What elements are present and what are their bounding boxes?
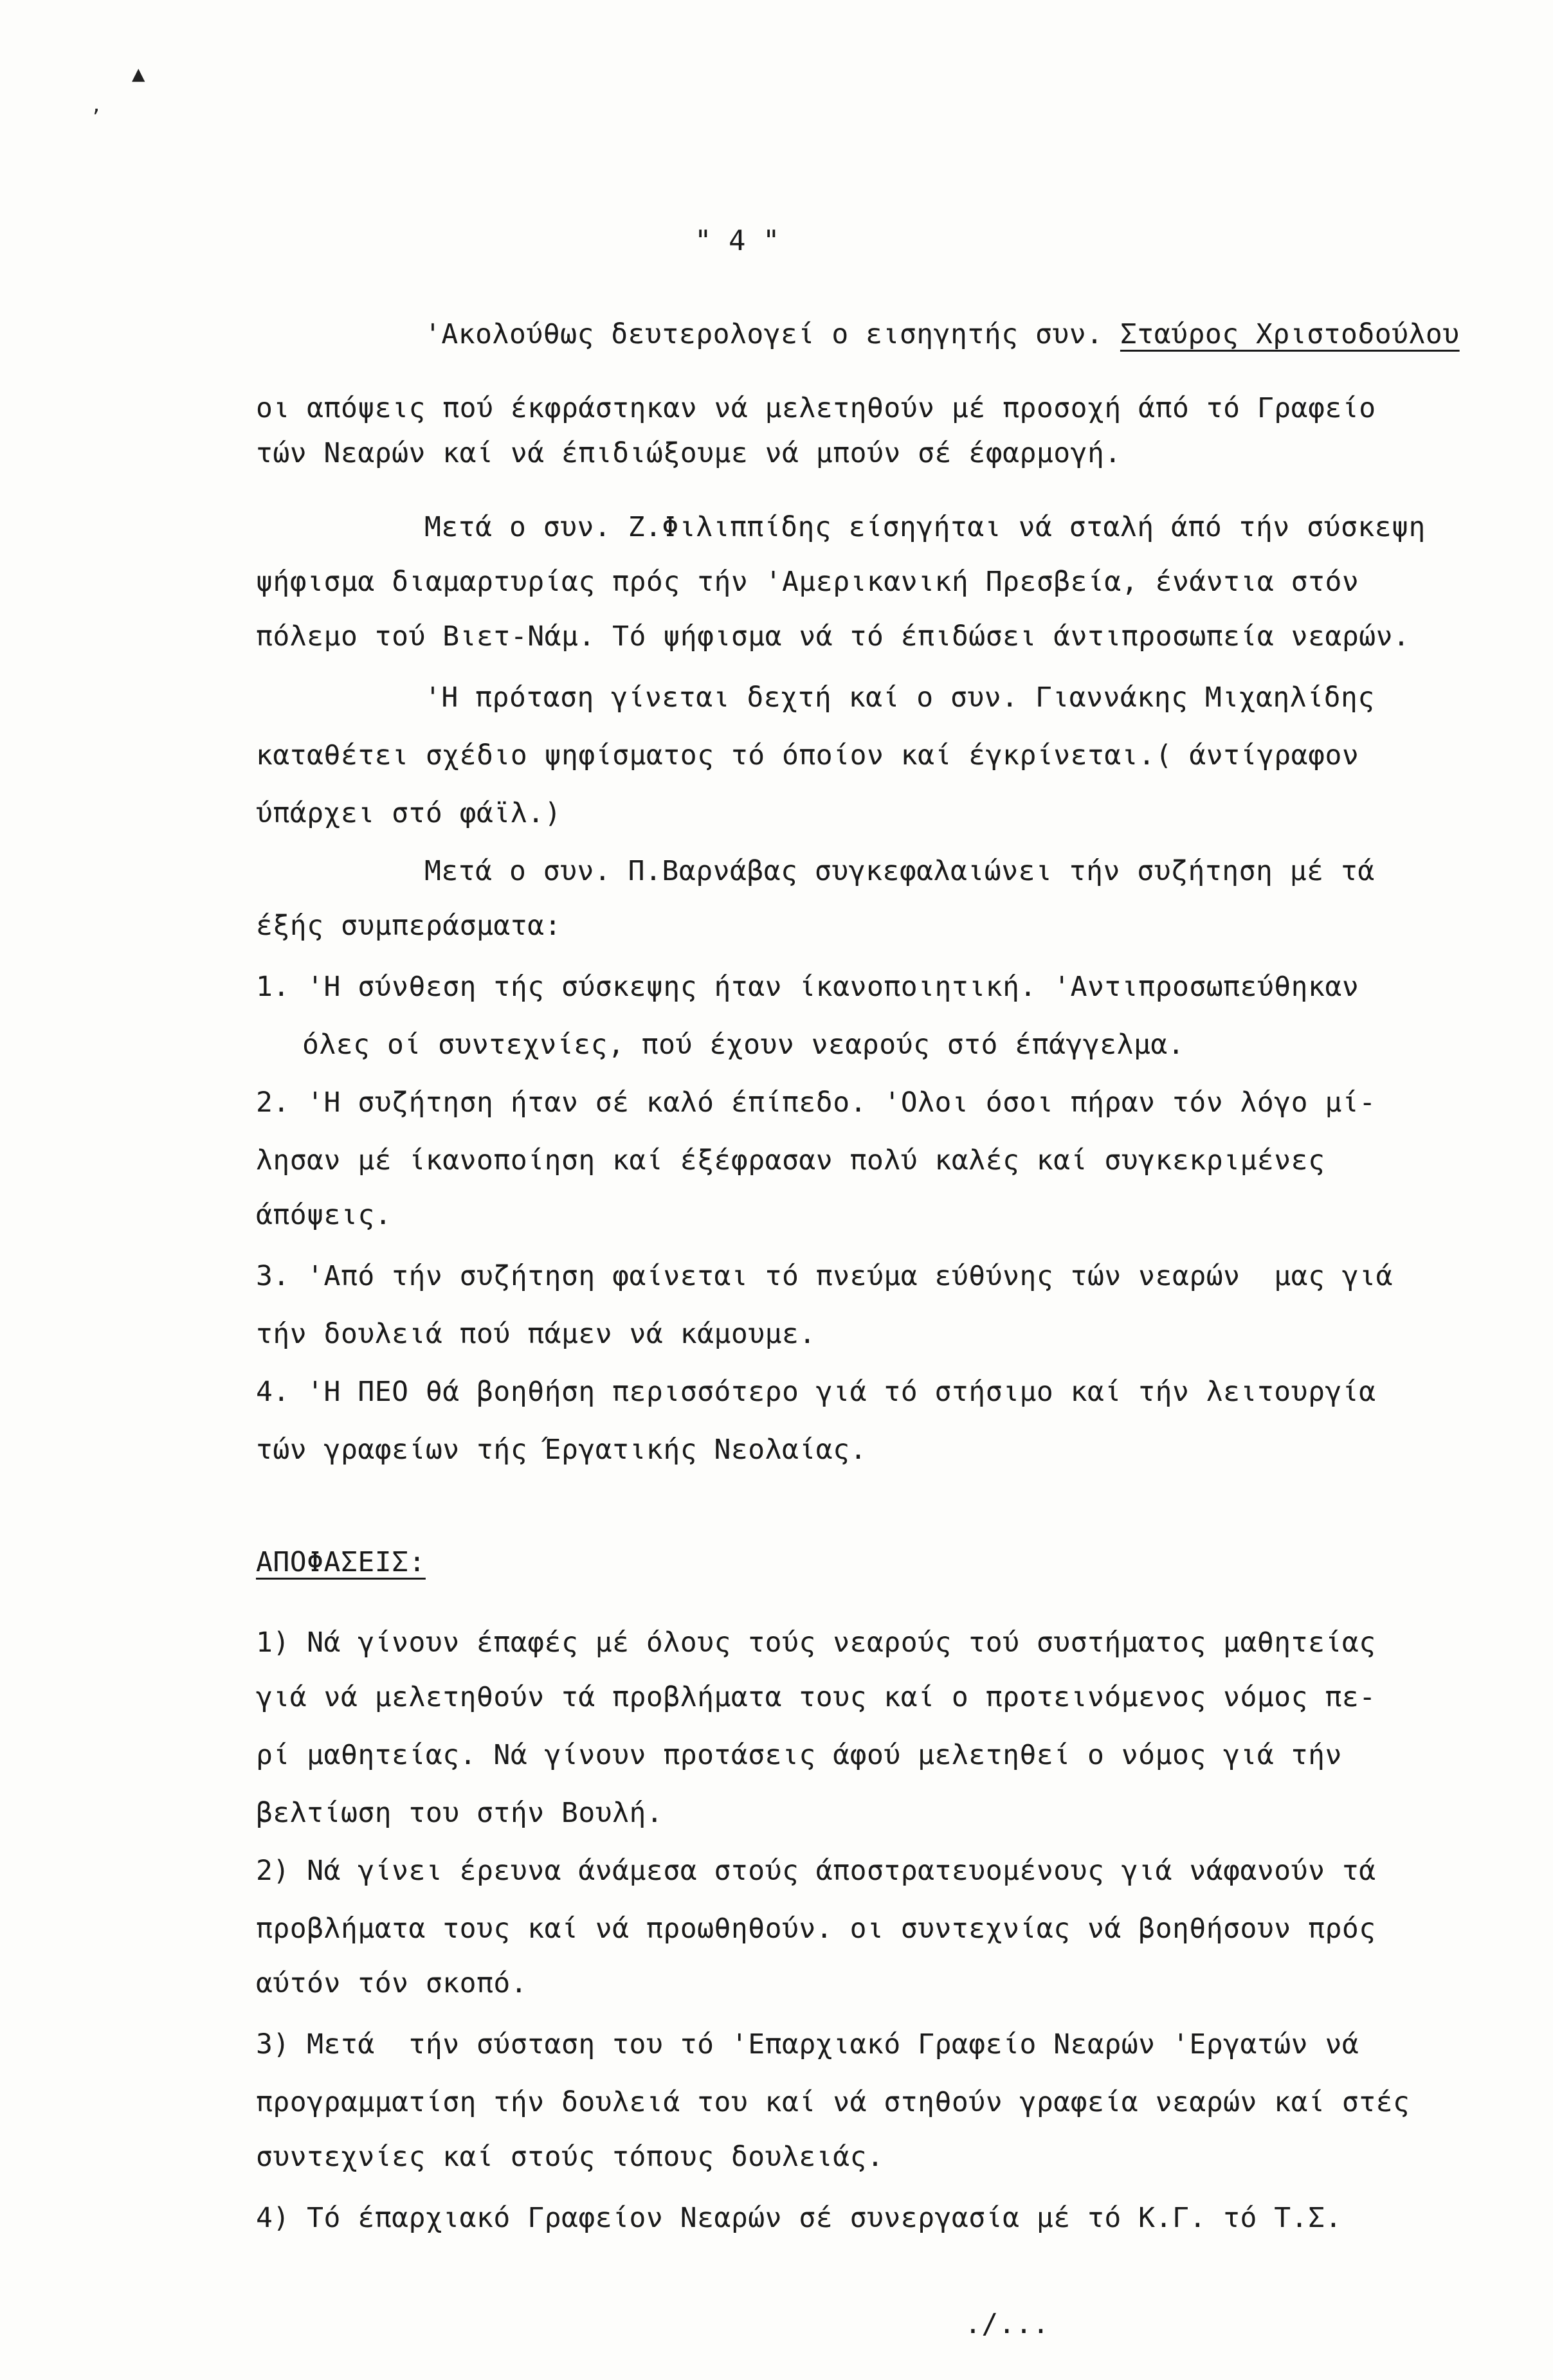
conclusion-2-line-2: λησαν μέ ίκανοποίηση καί έξέφρασαν πολύ καλές καί συγκεκριμένες bbox=[256, 1144, 1325, 1176]
decision-2-line-3: αύτόν τόν σκοπό. bbox=[256, 1967, 528, 1999]
decision-3-line-2: προγραμματίση τήν δουλειά του καί νά στηθούν γραφεία νεαρών καί στές bbox=[256, 2086, 1410, 2118]
conclusion-2-line-3: άπόψεις. bbox=[256, 1199, 392, 1231]
conclusion-4-line-2: τών γραφείων τής Έργατικής Νεολαίας. bbox=[256, 1434, 867, 1466]
speaker-name: Σταύρος Χριστοδούλου bbox=[1120, 318, 1460, 350]
michailidis-line-3: ύπάρχει στό φάϊλ.) bbox=[256, 797, 561, 829]
michailidis-line-2: καταθέτει σχέδιο ψηφίσματος τό όποίον καί έγκρίνεται.( άντίγραφον bbox=[256, 739, 1359, 771]
scan-mark: ▲ bbox=[132, 61, 145, 87]
intro-line-1 bbox=[424, 315, 1460, 354]
decision-1-line-3: ρί μαθητείας. Νά γίνουν προτάσεις άφού μελετηθεί ο νόμος γιά τήν bbox=[256, 1739, 1342, 1771]
filippidis-line-1: Μετά ο συν. Ζ.Φιλιππίδης είσηγήται νά σταλή άπό τήν σύσκεψη bbox=[424, 511, 1426, 543]
decision-1-line-2: γιά νά μελετηθούν τά προβλήματα τους καί ο προτεινόμενος νόμος πε- bbox=[256, 1681, 1376, 1713]
page-number: " 4 " bbox=[695, 224, 780, 257]
decision-2-line-2: προβλήματα τους καί νά προωθηθούν. οι συντεχνίας νά βοηθήσουν πρός bbox=[256, 1913, 1376, 1945]
conclusion-3-line-1: 3. 'Από τήν συζήτηση φαίνεται τό πνεύμα εύθύνης τών νεαρών μας γιά bbox=[256, 1260, 1394, 1292]
decision-2-line-1: 2) Νά γίνει έρευνα άνάμεσα στούς άποστρατευομένους γιά νάφανούν τά bbox=[256, 1855, 1376, 1887]
conclusion-1-line-1: 1. 'Η σύνθεση τής σύσκεψης ήταν ίκανοποιητική. 'Αντιπροσωπεύθηκαν bbox=[256, 971, 1359, 1003]
decision-1-line-4: βελτίωση του στήν Βουλή. bbox=[256, 1797, 664, 1829]
decision-4-line-1: 4) Τό έπαρχιακό Γραφείον Νεαρών σέ συνεργασία μέ τό Κ.Γ. τό Τ.Σ. bbox=[256, 2202, 1342, 2234]
conclusion-4-line-1: 4. 'Η ΠΕΟ θά βοηθήση περισσότερο γιά τό στήσιμο καί τήν λειτουργία bbox=[256, 1376, 1376, 1408]
decision-3-line-1: 3) Μετά τήν σύσταση του τό 'Επαρχιακό Γραφείο Νεαρών 'Εργατών νά bbox=[256, 2028, 1359, 2060]
intro-line-2: οι απόψεις πού έκφράστηκαν νά μελετηθούν μέ προσοχή άπό τό Γραφείο bbox=[256, 392, 1376, 424]
continuation-mark: ./... bbox=[965, 2308, 1049, 2340]
filippidis-line-3: πόλεμο τού Βιετ-Νάμ. Τό ψήφισμα νά τό έπιδώσει άντιπροσωπεία νεαρών. bbox=[256, 620, 1410, 653]
varnavas-line-2: έξής συμπεράσματα: bbox=[256, 910, 561, 942]
conclusion-2-line-1: 2. 'Η συζήτηση ήταν σέ καλό έπίπεδο. 'Ολοι όσοι πήραν τόν λόγο μί- bbox=[256, 1086, 1376, 1119]
conclusion-3-line-2: τήν δουλειά πού πάμεν νά κάμουμε. bbox=[256, 1318, 816, 1350]
varnavas-line-1: Μετά ο συν. Π.Βαρνάβας συγκεφαλαιώνει τήν συζήτηση μέ τά bbox=[424, 855, 1375, 887]
decision-1-line-1: 1) Νά γίνουν έπαφές μέ όλους τούς νεαρούς τού συστήματος μαθητείας bbox=[256, 1627, 1376, 1659]
filippidis-line-2: ψήφισμα διαμαρτυρίας πρός τήν 'Αμερικανική Πρεσβεία, ένάντια στόν bbox=[256, 566, 1359, 598]
decision-3-line-3: συντεχνίες καί στούς τόπους δουλειάς. bbox=[256, 2141, 884, 2173]
conclusion-1-line-2: όλες οί συντεχνίες, πού έχουν νεαρούς στό έπάγγελμα. bbox=[302, 1029, 1185, 1061]
michailidis-line-1: 'Η πρόταση γίνεται δεχτή καί ο συν. Γιαννάκης Μιχαηλίδης bbox=[424, 681, 1375, 714]
decisions-heading: ΑΠΟΦΑΣΕΙΣ: bbox=[256, 1546, 426, 1578]
scan-mark: ’ bbox=[90, 106, 102, 129]
intro-line-3: τών Νεαρών καί νά έπιδιώξουμε νά μπούν σέ έφαρμογή. bbox=[256, 437, 1122, 469]
intro-line-1-text: 'Ακολούθως δευτερολογεί ο εισηγητής συν. bbox=[424, 318, 1120, 350]
